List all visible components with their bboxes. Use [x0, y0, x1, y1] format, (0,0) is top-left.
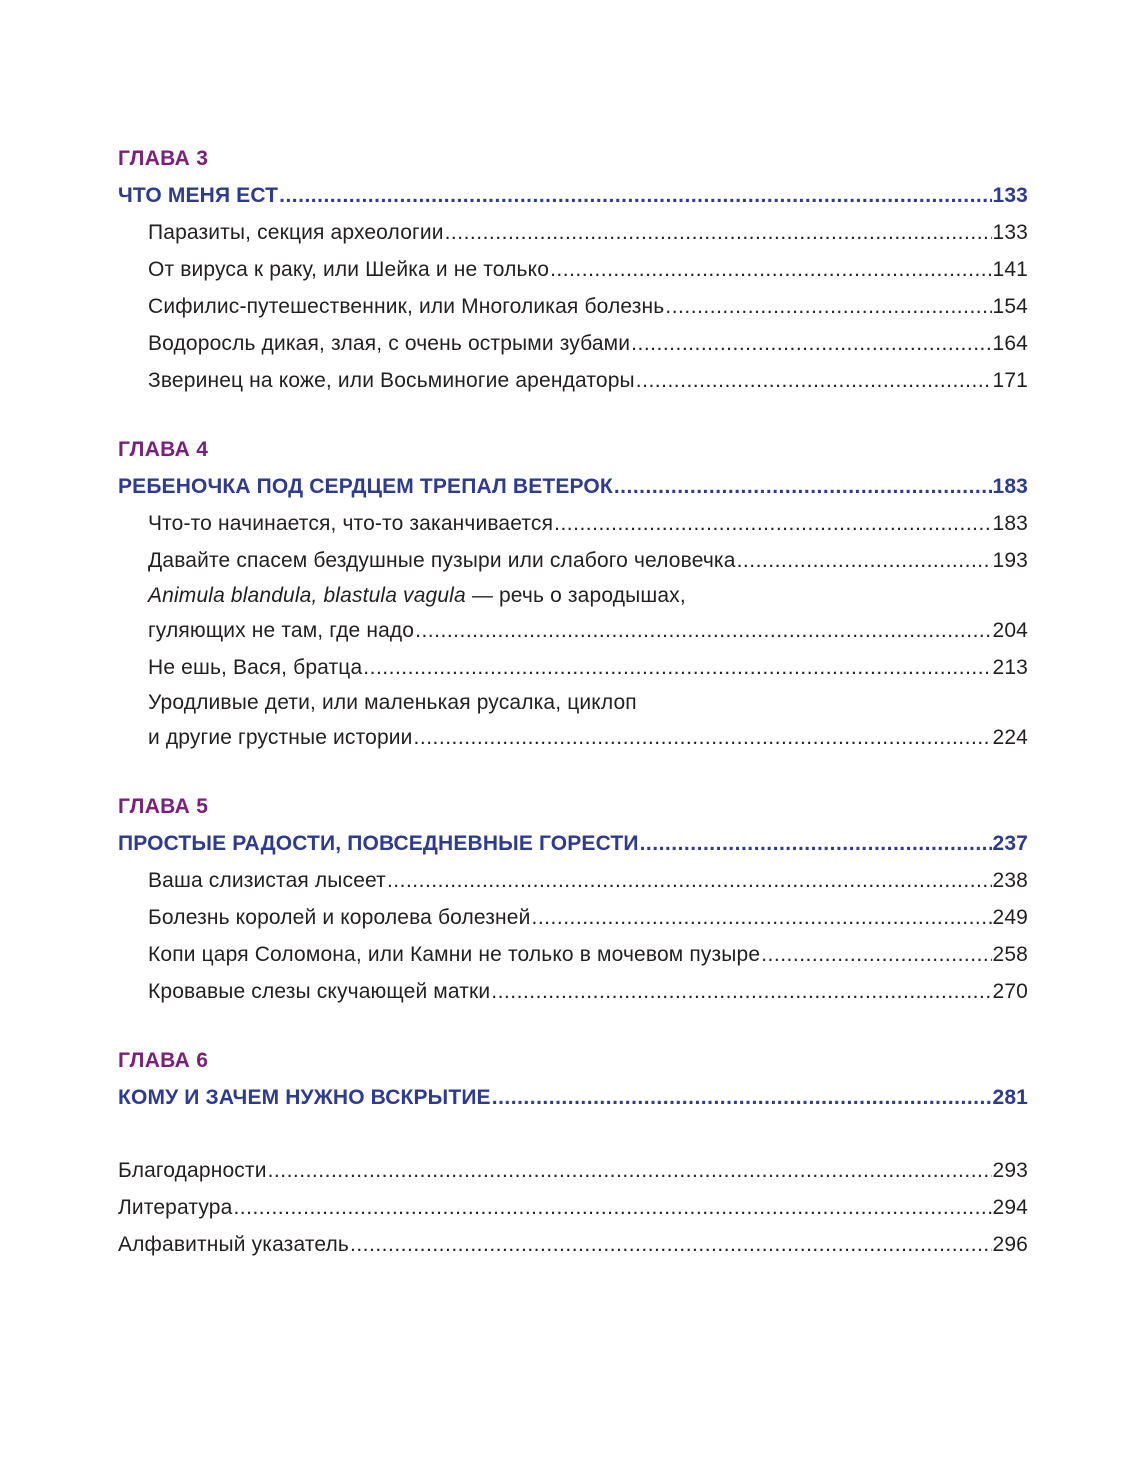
page-number: 281 — [992, 1086, 1028, 1109]
dot-leader — [363, 649, 991, 686]
back-matter-entry[interactable] — [118, 1226, 1028, 1263]
dot-leader — [491, 973, 991, 1010]
dot-leader — [415, 612, 991, 649]
toc-entry[interactable] — [118, 251, 1028, 288]
entry-title: От вируса к раку, или Шейка и не только — [148, 258, 550, 281]
entry-title: Болезнь королей и королева болезней — [148, 906, 531, 929]
back-matter-entry[interactable] — [118, 1152, 1028, 1189]
page-number: 238 — [992, 869, 1028, 892]
toc-entry-multiline[interactable] — [118, 579, 1028, 649]
toc-entry[interactable] — [118, 362, 1028, 399]
toc-entry[interactable] — [118, 325, 1028, 362]
chapter-title-row[interactable] — [118, 1079, 1028, 1116]
page-number: 249 — [992, 906, 1028, 929]
dot-leader — [532, 899, 992, 936]
chapter-title-row[interactable] — [118, 825, 1028, 862]
page-number: 258 — [992, 943, 1028, 966]
entry-title-rest: — речь о зародышах, — [465, 584, 686, 607]
entry-title-italic: Animula blandula, blastula vagula — [148, 584, 466, 607]
dot-leader — [350, 1226, 992, 1263]
page-number: 296 — [992, 1233, 1028, 1256]
chapter-4 — [118, 431, 1028, 756]
chapter-title: ЧТО МЕНЯ ЕСТ — [118, 184, 279, 207]
chapter-title: РЕБЕНОЧКА ПОД СЕРДЦЕМ ТРЕПАЛ ВЕТЕРОК — [118, 475, 613, 498]
entry-title: Не ешь, Вася, братца — [148, 656, 363, 679]
page-number: 133 — [992, 221, 1028, 244]
toc-entry[interactable] — [118, 505, 1028, 542]
chapter-title: ПРОСТЫЕ РАДОСТИ, ПОВСЕДНЕВНЫЕ ГОРЕСТИ — [118, 832, 639, 855]
back-matter — [118, 1152, 1028, 1263]
page-number: 270 — [992, 980, 1028, 1003]
page-number: 213 — [992, 656, 1028, 679]
dot-leader — [233, 1189, 991, 1226]
chapter-5 — [118, 788, 1028, 1010]
dot-leader — [550, 251, 991, 288]
entry-title-line1: Уродливые дети, или маленькая русалка, циклоп — [148, 691, 637, 714]
page-number: 294 — [992, 1196, 1028, 1219]
dot-leader — [614, 468, 992, 505]
page-number: 183 — [992, 475, 1028, 498]
chapter-title: КОМУ И ЗАЧЕМ НУЖНО ВСКРЫТИЕ — [118, 1086, 491, 1109]
page-number: 154 — [992, 295, 1028, 318]
dot-leader — [554, 505, 991, 542]
entry-title: Кровавые слезы скучающей матки — [148, 980, 491, 1003]
dot-leader — [445, 214, 992, 251]
chapter-title-row[interactable] — [118, 468, 1028, 505]
back-matter-entry[interactable] — [118, 1189, 1028, 1226]
toc-entry[interactable] — [118, 862, 1028, 899]
dot-leader — [636, 362, 992, 399]
entry-title: Зверинец на коже, или Восьминогие арендаторы — [148, 369, 635, 392]
entry-title: Водоросль дикая, злая, с очень острыми зубами — [148, 332, 631, 355]
entry-title-line2: и другие грустные истории — [148, 726, 413, 749]
table-of-contents — [118, 140, 1028, 1263]
entry-title: Что-то начинается, что-то заканчивается — [148, 512, 554, 535]
chapter-label: ГЛАВА 6 — [118, 1049, 209, 1072]
entry-title: Алфавитный указатель — [118, 1233, 349, 1256]
page-number: 171 — [992, 369, 1028, 392]
entry-title-line2-row — [148, 719, 1028, 756]
page-number: 183 — [992, 512, 1028, 535]
dot-leader — [268, 1152, 992, 1189]
toc-entry[interactable] — [118, 973, 1028, 1010]
page-number: 133 — [992, 184, 1028, 207]
dot-leader — [387, 862, 992, 899]
dot-leader — [631, 325, 991, 362]
chapter-label: ГЛАВА 4 — [118, 438, 209, 461]
entry-title: Давайте спасем бездушные пузыри или слабого человечка — [148, 549, 736, 572]
toc-entry[interactable] — [118, 288, 1028, 325]
chapter-6 — [118, 1042, 1028, 1116]
toc-entry[interactable] — [118, 649, 1028, 686]
entry-title: Паразиты, секция археологии — [148, 221, 444, 244]
dot-leader — [665, 288, 991, 325]
toc-entry-multiline[interactable] — [118, 686, 1028, 756]
dot-leader — [279, 177, 991, 214]
page-number: 237 — [992, 832, 1028, 855]
page-number: 224 — [992, 726, 1028, 749]
entry-title: Сифилис-путешественник, или Многоликая болезнь — [148, 295, 665, 318]
dot-leader — [640, 825, 992, 862]
toc-entry[interactable] — [118, 936, 1028, 973]
page-number: 193 — [992, 549, 1028, 572]
entry-title-line2-row — [148, 612, 1028, 649]
chapter-title-row[interactable] — [118, 177, 1028, 214]
dot-leader — [737, 542, 992, 579]
page-number: 141 — [992, 258, 1028, 281]
chapter-label: ГЛАВА 3 — [118, 147, 209, 170]
page-number: 204 — [992, 619, 1028, 642]
entry-title: Ваша слизистая лысеет — [148, 869, 386, 892]
entry-title-line2: гуляющих не там, где надо — [148, 619, 415, 642]
chapter-label: ГЛАВА 5 — [118, 795, 209, 818]
toc-entry[interactable] — [118, 542, 1028, 579]
entry-title: Литература — [118, 1196, 233, 1219]
toc-entry[interactable] — [118, 899, 1028, 936]
entry-title: Благодарности — [118, 1159, 267, 1182]
page-number: 293 — [992, 1159, 1028, 1182]
entry-title: Копи царя Соломона, или Камни не только в мочевом пузыре — [148, 943, 761, 966]
dot-leader — [414, 719, 992, 756]
toc-entry[interactable] — [118, 214, 1028, 251]
page-number: 164 — [992, 332, 1028, 355]
dot-leader — [492, 1079, 992, 1116]
chapter-3 — [118, 140, 1028, 399]
entry-title-line1 — [148, 579, 1028, 612]
dot-leader — [761, 936, 991, 973]
